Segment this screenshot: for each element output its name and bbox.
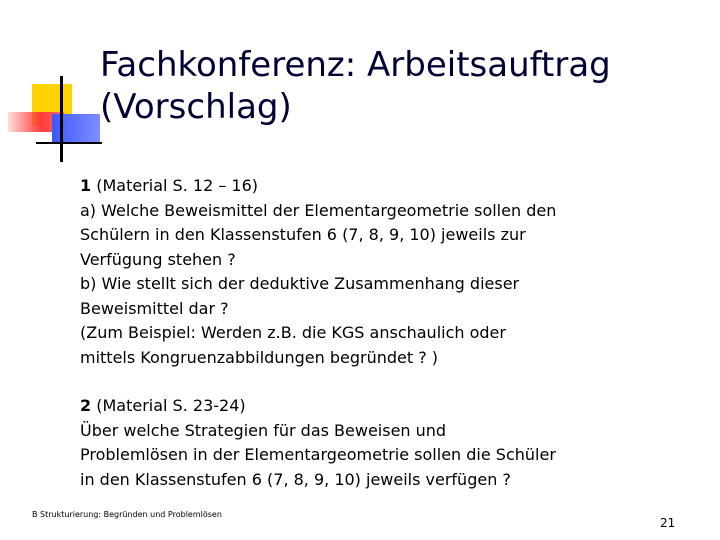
slide-body: [80, 174, 680, 492]
section-1-line: Verfügung stehen ?: [80, 249, 236, 269]
decorative-corner-graphic: [0, 0, 110, 170]
section-2-heading: [80, 394, 680, 419]
title-line-2: (Vorschlag): [100, 87, 292, 127]
section-1-line: a) Welche Beweismittel der Elementargeometrie sollen den: [80, 200, 557, 220]
section-1-number: 1: [80, 176, 92, 195]
section-1-heading-text: (Material S. 12 – 16): [91, 176, 259, 195]
section-2-line: Problemlösen in der Elementargeometrie sollen die Schüler: [80, 445, 556, 464]
slide-title: [100, 44, 700, 128]
horizontal-line-decoration: [36, 142, 102, 144]
section-1-line: Beweismittel dar ?: [80, 298, 229, 318]
section-1-line: Schülern in den Klassenstufen 6 (7, 8, 9, 10) jeweils zur: [80, 225, 526, 244]
section-2-line: in den Klassenstufen 6 (7, 8, 9, 10) jeweils verfügen ?: [80, 469, 511, 489]
section-2-heading-text: (Material S. 23-24): [91, 396, 246, 415]
vertical-line-decoration: [60, 76, 63, 162]
section-1-line: mittels Kongruenzabbildungen begründet ? ): [80, 347, 439, 367]
section-2-number: 2: [80, 396, 92, 415]
page-number: 21: [660, 516, 676, 530]
section-1-line: (Zum Beispiel: Werden z.B. die KGS anschaulich oder: [80, 323, 506, 342]
title-line-1: Fachkonferenz: Arbeitsauftrag: [100, 45, 611, 85]
section-gap: [80, 370, 680, 394]
section-2-line: Über welche Strategien für das Beweisen und: [80, 420, 447, 440]
footer-text: B Strukturierung: Begründen und Problemlösen: [32, 510, 222, 519]
section-1-heading: [80, 174, 680, 199]
section-1-line: b) Wie stellt sich der deduktive Zusammenhang dieser: [80, 274, 520, 293]
